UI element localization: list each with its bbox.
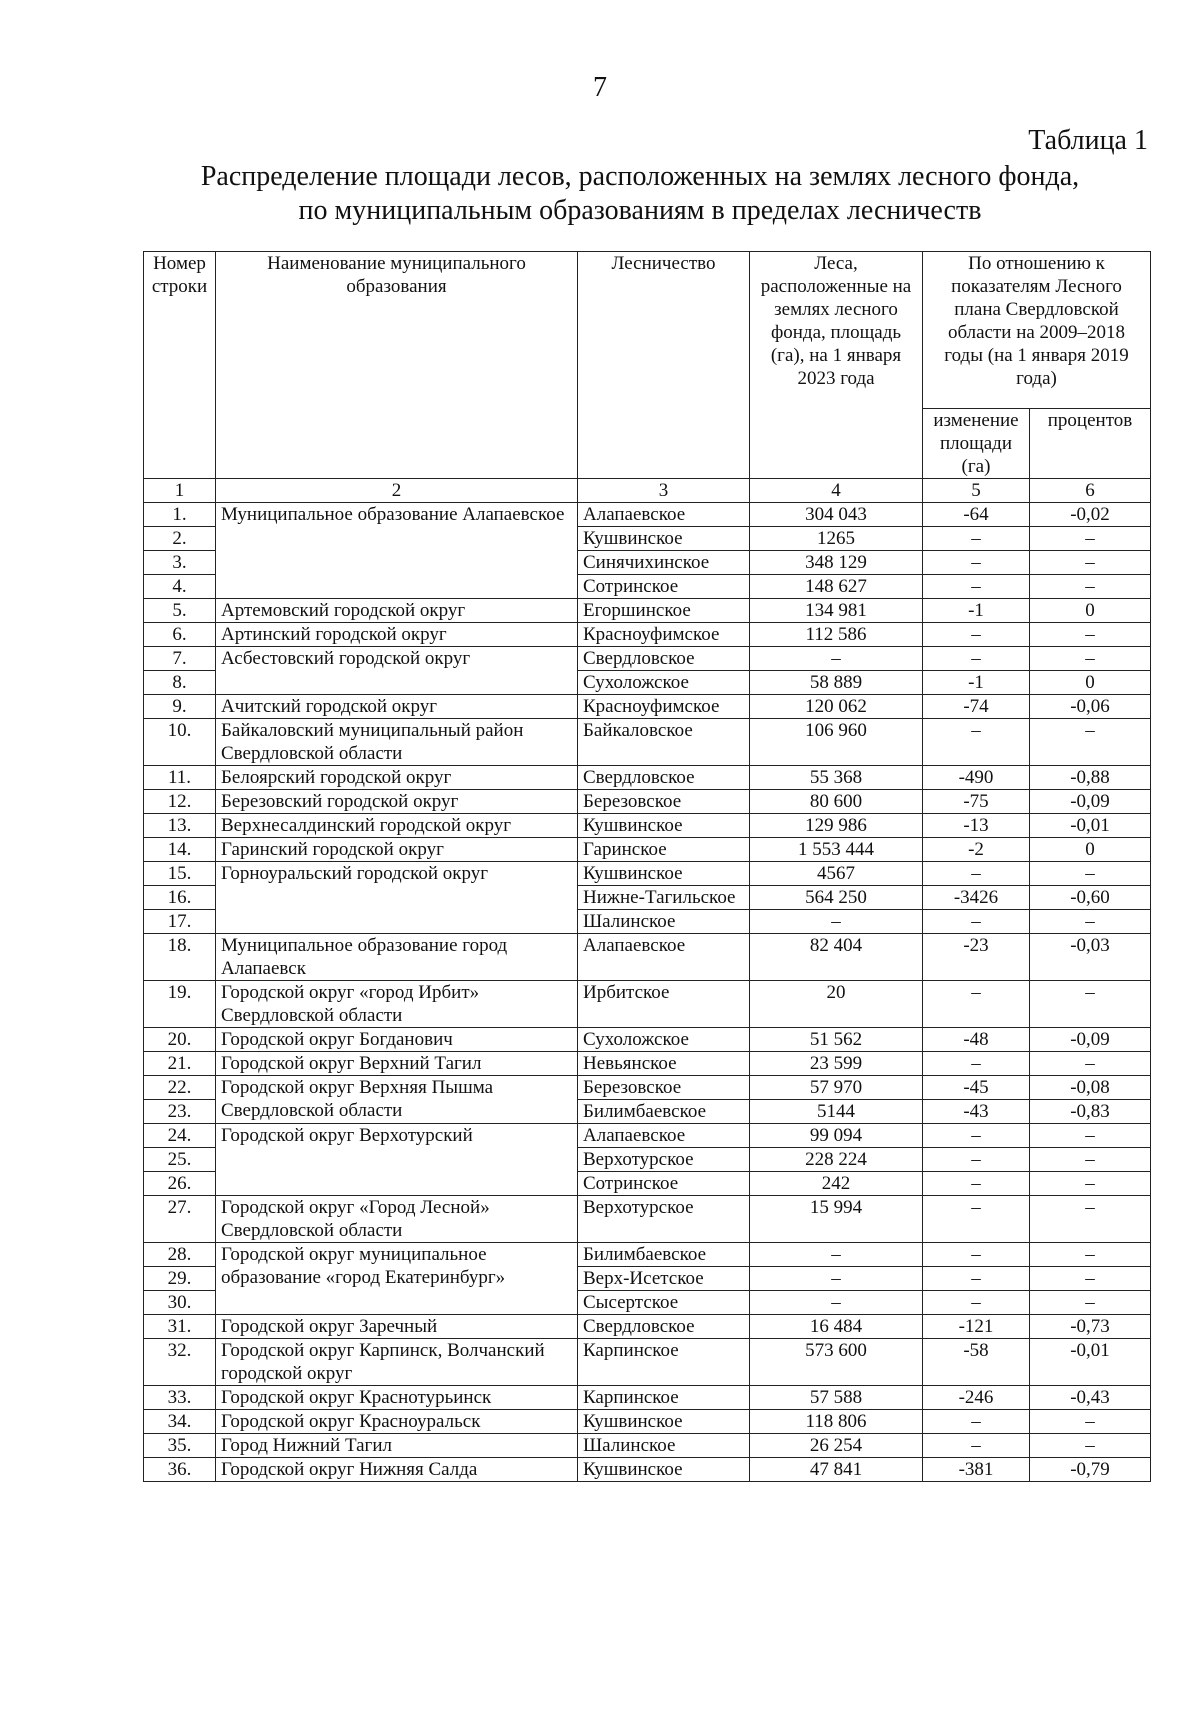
forestry-cell: Свердловское (578, 647, 750, 671)
forest-area-cell: 55 368 (750, 766, 923, 790)
table-row (144, 1458, 1151, 1482)
row-number-cell: 8. (144, 671, 216, 695)
percent-change-cell: -0,03 (1030, 934, 1151, 981)
row-number-cell: 33. (144, 1386, 216, 1410)
percent-change-cell: – (1030, 1291, 1151, 1315)
table-row (144, 1076, 1151, 1100)
forestry-cell: Синячихинское (578, 551, 750, 575)
percent-change-cell: – (1030, 623, 1151, 647)
table-row (144, 1028, 1151, 1052)
forestry-cell: Сысертское (578, 1291, 750, 1315)
area-change-cell: – (923, 1243, 1030, 1267)
percent-change-cell: -0,08 (1030, 1076, 1151, 1100)
row-number-cell: 4. (144, 575, 216, 599)
table-row (144, 1410, 1151, 1434)
municipality-cell: Городской округ Красноуральск (216, 1410, 578, 1434)
municipality-cell: Байкаловский муниципальный район Свердловской области (216, 719, 578, 766)
municipality-cell: Городской округ муниципальное образование «город Екатеринбург» (216, 1243, 578, 1315)
percent-change-cell: – (1030, 1267, 1151, 1291)
row-number-cell: 1. (144, 503, 216, 527)
percent-change-cell: – (1030, 719, 1151, 766)
column-number: 4 (750, 479, 923, 503)
forestry-cell: Билимбаевское (578, 1100, 750, 1124)
forest-area-cell: 80 600 (750, 790, 923, 814)
table-header (144, 252, 1151, 503)
percent-change-cell: -0,79 (1030, 1458, 1151, 1482)
forest-area-cell: 1 553 444 (750, 838, 923, 862)
percent-change-cell: – (1030, 1196, 1151, 1243)
area-change-cell: -43 (923, 1100, 1030, 1124)
forest-area-cell: 58 889 (750, 671, 923, 695)
area-change-cell: – (923, 623, 1030, 647)
percent-change-cell: -0,88 (1030, 766, 1151, 790)
forestry-cell: Березовское (578, 790, 750, 814)
area-change-cell: -48 (923, 1028, 1030, 1052)
municipality-cell: Муниципальное образование Алапаевское (216, 503, 578, 599)
percent-change-cell: – (1030, 647, 1151, 671)
forest-area-cell: 99 094 (750, 1124, 923, 1148)
forest-area-cell: 118 806 (750, 1410, 923, 1434)
forestry-cell: Алапаевское (578, 1124, 750, 1148)
row-number-cell: 2. (144, 527, 216, 551)
percent-change-cell: -0,09 (1030, 1028, 1151, 1052)
forestry-cell: Свердловское (578, 1315, 750, 1339)
forest-area-cell: 57 588 (750, 1386, 923, 1410)
municipality-cell: Гаринский городской округ (216, 838, 578, 862)
header-area-change: изменение площади (га) (923, 409, 1030, 479)
area-change-cell: – (923, 981, 1030, 1028)
forest-area-cell: 1265 (750, 527, 923, 551)
column-number: 1 (144, 479, 216, 503)
forest-area-cell: 348 129 (750, 551, 923, 575)
forestry-cell: Нижне-Тагильское (578, 886, 750, 910)
table-row (144, 1052, 1151, 1076)
forest-area-cell: 112 586 (750, 623, 923, 647)
percent-change-cell: – (1030, 1172, 1151, 1196)
municipality-cell: Городской округ Верхотурский (216, 1124, 578, 1196)
percent-change-cell: -0,01 (1030, 814, 1151, 838)
row-number-cell: 24. (144, 1124, 216, 1148)
table-row (144, 599, 1151, 623)
column-number: 3 (578, 479, 750, 503)
table-row (144, 814, 1151, 838)
forestry-cell: Байкаловское (578, 719, 750, 766)
row-number-cell: 15. (144, 862, 216, 886)
forestry-cell: Верх-Исетское (578, 1267, 750, 1291)
area-change-cell: – (923, 1124, 1030, 1148)
table-row (144, 1434, 1151, 1458)
forestry-cell: Свердловское (578, 766, 750, 790)
percent-change-cell: – (1030, 981, 1151, 1028)
row-number-cell: 7. (144, 647, 216, 671)
row-number-cell: 34. (144, 1410, 216, 1434)
forestry-cell: Алапаевское (578, 934, 750, 981)
area-change-cell: -74 (923, 695, 1030, 719)
percent-change-cell: – (1030, 551, 1151, 575)
row-number-cell: 6. (144, 623, 216, 647)
column-number: 5 (923, 479, 1030, 503)
row-number-cell: 5. (144, 599, 216, 623)
area-change-cell: – (923, 862, 1030, 886)
area-change-cell: – (923, 647, 1030, 671)
forestry-cell: Карпинское (578, 1386, 750, 1410)
forestry-cell: Билимбаевское (578, 1243, 750, 1267)
row-number-cell: 36. (144, 1458, 216, 1482)
area-change-cell: -64 (923, 503, 1030, 527)
table-row (144, 1386, 1151, 1410)
municipality-cell: Ачитский городской округ (216, 695, 578, 719)
forest-area-cell: 23 599 (750, 1052, 923, 1076)
municipality-cell: Городской округ «Город Лесной» Свердловской области (216, 1196, 578, 1243)
area-change-cell: -121 (923, 1315, 1030, 1339)
forestry-cell: Карпинское (578, 1339, 750, 1386)
municipality-cell: Городской округ Нижняя Салда (216, 1458, 578, 1482)
area-change-cell: – (923, 719, 1030, 766)
forest-area-cell: 15 994 (750, 1196, 923, 1243)
percent-change-cell: -0,83 (1030, 1100, 1151, 1124)
row-number-cell: 17. (144, 910, 216, 934)
row-number-cell: 13. (144, 814, 216, 838)
row-number-cell: 18. (144, 934, 216, 981)
municipality-cell: Городской округ Заречный (216, 1315, 578, 1339)
forest-area-cell: 82 404 (750, 934, 923, 981)
row-number-cell: 19. (144, 981, 216, 1028)
table-title (40, 160, 1200, 228)
percent-change-cell: – (1030, 575, 1151, 599)
table-title-line-2: по муниципальным образованиям в пределах лесничеств (298, 195, 982, 226)
area-change-cell: -1 (923, 671, 1030, 695)
row-number-cell: 28. (144, 1243, 216, 1267)
percent-change-cell: 0 (1030, 599, 1151, 623)
area-change-cell: -45 (923, 1076, 1030, 1100)
forestry-cell: Ирбитское (578, 981, 750, 1028)
forestry-cell: Сухоложское (578, 1028, 750, 1052)
column-number-row (144, 479, 1151, 503)
row-number-cell: 9. (144, 695, 216, 719)
percent-change-cell: – (1030, 527, 1151, 551)
percent-change-cell: – (1030, 910, 1151, 934)
page-number: 7 (593, 72, 607, 103)
forest-area-cell: 120 062 (750, 695, 923, 719)
forest-area-cell: 51 562 (750, 1028, 923, 1052)
header-forestry: Лесничество (578, 252, 750, 479)
forest-area-cell: – (750, 647, 923, 671)
table-row (144, 838, 1151, 862)
percent-change-cell: – (1030, 1434, 1151, 1458)
row-number-cell: 20. (144, 1028, 216, 1052)
area-change-cell: -3426 (923, 886, 1030, 910)
area-change-cell: -23 (923, 934, 1030, 981)
forestry-cell: Сухоложское (578, 671, 750, 695)
row-number-cell: 35. (144, 1434, 216, 1458)
table-row (144, 647, 1151, 671)
forest-area-cell: 57 970 (750, 1076, 923, 1100)
percent-change-cell: 0 (1030, 671, 1151, 695)
forest-area-cell: – (750, 910, 923, 934)
area-change-cell: -13 (923, 814, 1030, 838)
percent-change-cell: -0,43 (1030, 1386, 1151, 1410)
area-change-cell: – (923, 1196, 1030, 1243)
table-row (144, 623, 1151, 647)
forest-area-cell: 129 986 (750, 814, 923, 838)
row-number-cell: 30. (144, 1291, 216, 1315)
municipality-cell: Березовский городской округ (216, 790, 578, 814)
percent-change-cell: -0,09 (1030, 790, 1151, 814)
forest-area-cell: – (750, 1243, 923, 1267)
row-number-cell: 31. (144, 1315, 216, 1339)
row-number-cell: 16. (144, 886, 216, 910)
area-change-cell: – (923, 1052, 1030, 1076)
forestry-cell: Верхотурское (578, 1148, 750, 1172)
table-row (144, 1124, 1151, 1148)
area-change-cell: – (923, 1410, 1030, 1434)
header-municipality: Наименование муниципального образования (216, 252, 578, 479)
forestry-cell: Невьянское (578, 1052, 750, 1076)
table-row (144, 981, 1151, 1028)
municipality-cell: Муниципальное образование город Алапаевск (216, 934, 578, 981)
table-label: Таблица 1 (1028, 125, 1148, 156)
header-relative-to-plan: По отношению к показателям Лесного плана Свердловской области на 2009–2018 годы (на 1 января 2019 года) (923, 252, 1151, 409)
municipality-cell: Белоярский городской округ (216, 766, 578, 790)
area-change-cell: -2 (923, 838, 1030, 862)
header-percent: процентов (1030, 409, 1151, 479)
forestry-cell: Егоршинское (578, 599, 750, 623)
forestry-cell: Красноуфимское (578, 623, 750, 647)
municipality-cell: Городской округ Верхний Тагил (216, 1052, 578, 1076)
row-number-cell: 23. (144, 1100, 216, 1124)
column-number: 6 (1030, 479, 1151, 503)
percent-change-cell: -0,60 (1030, 886, 1151, 910)
row-number-cell: 11. (144, 766, 216, 790)
table-row (144, 1315, 1151, 1339)
forest-area-cell: 573 600 (750, 1339, 923, 1386)
percent-change-cell: -0,73 (1030, 1315, 1151, 1339)
area-change-cell: – (923, 527, 1030, 551)
forestry-cell: Сотринское (578, 1172, 750, 1196)
table-row (144, 790, 1151, 814)
forest-area-cell: 26 254 (750, 1434, 923, 1458)
area-change-cell: – (923, 910, 1030, 934)
forestry-cell: Гаринское (578, 838, 750, 862)
forestry-cell: Кушвинское (578, 1410, 750, 1434)
area-change-cell: – (923, 1148, 1030, 1172)
forestry-cell: Кушвинское (578, 862, 750, 886)
forestry-cell: Верхотурское (578, 1196, 750, 1243)
row-number-cell: 10. (144, 719, 216, 766)
percent-change-cell: 0 (1030, 838, 1151, 862)
table-body (144, 503, 1151, 1482)
percent-change-cell: – (1030, 1410, 1151, 1434)
table-row (144, 695, 1151, 719)
forest-area-cell: 4567 (750, 862, 923, 886)
forest-area-table (143, 251, 1151, 1482)
forest-area-cell: – (750, 1291, 923, 1315)
percent-change-cell: -0,06 (1030, 695, 1151, 719)
header-row-number: Номер строки (144, 252, 216, 479)
forest-area-cell: – (750, 1267, 923, 1291)
municipality-cell: Городской округ Краснотурьинск (216, 1386, 578, 1410)
area-change-cell: -246 (923, 1386, 1030, 1410)
percent-change-cell: -0,01 (1030, 1339, 1151, 1386)
percent-change-cell: – (1030, 862, 1151, 886)
municipality-cell: Горноуральский городской округ (216, 862, 578, 934)
percent-change-cell: – (1030, 1243, 1151, 1267)
percent-change-cell: -0,02 (1030, 503, 1151, 527)
table-row (144, 1339, 1151, 1386)
row-number-cell: 27. (144, 1196, 216, 1243)
municipality-cell: Артинский городской округ (216, 623, 578, 647)
municipality-cell: Городской округ Богданович (216, 1028, 578, 1052)
row-number-cell: 32. (144, 1339, 216, 1386)
forestry-cell: Шалинское (578, 1434, 750, 1458)
area-change-cell: -58 (923, 1339, 1030, 1386)
forestry-cell: Красноуфимское (578, 695, 750, 719)
area-change-cell: – (923, 1434, 1030, 1458)
table-row (144, 1243, 1151, 1267)
area-change-cell: – (923, 1291, 1030, 1315)
forestry-cell: Сотринское (578, 575, 750, 599)
forest-area-cell: 228 224 (750, 1148, 923, 1172)
forest-area-cell: 242 (750, 1172, 923, 1196)
forest-area-cell: 106 960 (750, 719, 923, 766)
row-number-cell: 22. (144, 1076, 216, 1100)
forest-area-cell: 134 981 (750, 599, 923, 623)
table-row (144, 503, 1151, 527)
forestry-cell: Кушвинское (578, 814, 750, 838)
table-title-line-1: Распределение площади лесов, расположенных на землях лесного фонда, (200, 161, 1080, 192)
forestry-cell: Шалинское (578, 910, 750, 934)
row-number-cell: 29. (144, 1267, 216, 1291)
municipality-cell: Асбестовский городской округ (216, 647, 578, 695)
forest-area-cell: 148 627 (750, 575, 923, 599)
forest-area-cell: 5144 (750, 1100, 923, 1124)
table-row (144, 766, 1151, 790)
forestry-cell: Кушвинское (578, 527, 750, 551)
municipality-cell: Верхнесалдинский городской округ (216, 814, 578, 838)
area-change-cell: – (923, 1172, 1030, 1196)
header-forest-area: Леса, расположенные на землях лесного фонда, площадь (га), на 1 января 2023 года (750, 252, 923, 479)
percent-change-cell: – (1030, 1052, 1151, 1076)
municipality-cell: Артемовский городской округ (216, 599, 578, 623)
table-row (144, 934, 1151, 981)
area-change-cell: – (923, 575, 1030, 599)
area-change-cell: – (923, 551, 1030, 575)
row-number-cell: 26. (144, 1172, 216, 1196)
column-number: 2 (216, 479, 578, 503)
area-change-cell: -381 (923, 1458, 1030, 1482)
area-change-cell: -75 (923, 790, 1030, 814)
area-change-cell: – (923, 1267, 1030, 1291)
row-number-cell: 14. (144, 838, 216, 862)
row-number-cell: 3. (144, 551, 216, 575)
table-row (144, 1196, 1151, 1243)
municipality-cell: Город Нижний Тагил (216, 1434, 578, 1458)
row-number-cell: 21. (144, 1052, 216, 1076)
municipality-cell: Городской округ Верхняя Пышма Свердловской области (216, 1076, 578, 1124)
forestry-cell: Алапаевское (578, 503, 750, 527)
municipality-cell: Городской округ Карпинск, Волчанский городской округ (216, 1339, 578, 1386)
percent-change-cell: – (1030, 1148, 1151, 1172)
area-change-cell: -490 (923, 766, 1030, 790)
forest-area-cell: 304 043 (750, 503, 923, 527)
forest-area-cell: 47 841 (750, 1458, 923, 1482)
row-number-cell: 25. (144, 1148, 216, 1172)
table-row (144, 719, 1151, 766)
forest-area-cell: 16 484 (750, 1315, 923, 1339)
forest-area-cell: 20 (750, 981, 923, 1028)
percent-change-cell: – (1030, 1124, 1151, 1148)
table-row (144, 862, 1151, 886)
row-number-cell: 12. (144, 790, 216, 814)
forestry-cell: Березовское (578, 1076, 750, 1100)
forestry-cell: Кушвинское (578, 1458, 750, 1482)
forest-area-cell: 564 250 (750, 886, 923, 910)
area-change-cell: -1 (923, 599, 1030, 623)
municipality-cell: Городской округ «город Ирбит» Свердловской области (216, 981, 578, 1028)
